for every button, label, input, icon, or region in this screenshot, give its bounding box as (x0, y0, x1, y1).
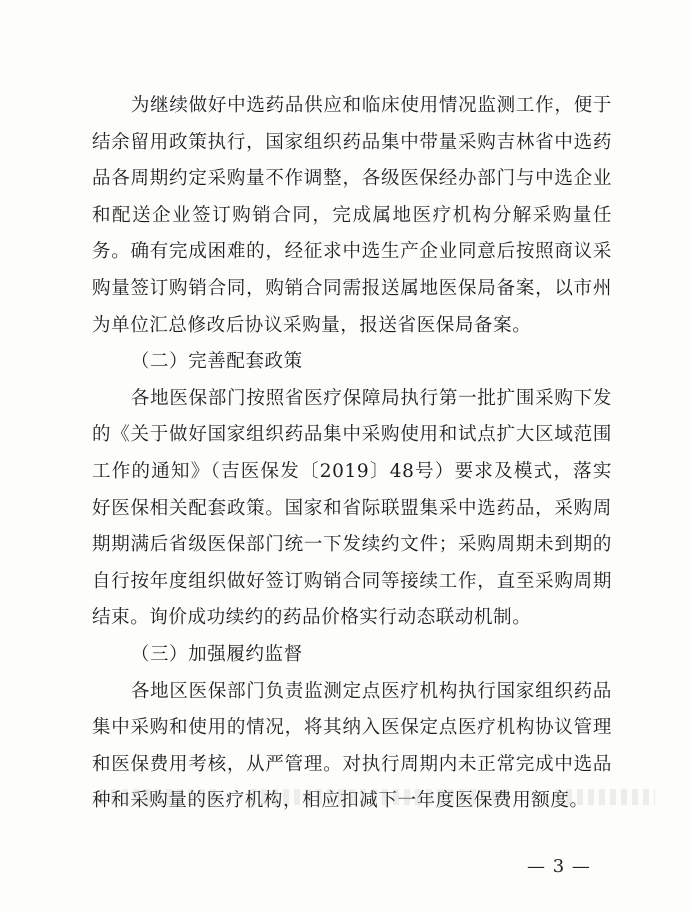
section-heading-2: （二）完善配套政策 (130, 351, 303, 373)
section-heading-3: （三）加强履约监督 (130, 643, 303, 665)
bleed-through-mark (100, 789, 220, 805)
page-number: — 3 — (527, 856, 591, 877)
section-body-3: 各地区医保部门负责监测定点医疗机构执行国家组织药品集中采购和使用的情况，将其纳入医保定点医疗机构协议管理和医保费用考核，从严管理。对执行周期内未正常完成中选品种和采购量的医疗机构，相应扣减下一年度医保费用额度。 (92, 680, 612, 812)
intro-paragraph: 为继续做好中选药品供应和临床使用情况监测工作，便于结余留用政策执行，国家组织药品集中带量采购吉林省中选药品各周期约定采购量不作调整，各级医保经办部门与中选企业和配送企业签订购销合同，完成属地医疗机构分解采购量任务。确有完成困难的，经征求中选生产企业同意后按照商议采购量签订购销合同，购销合同需报送属地医保局备案，以市州为单位汇总修改后协议采购量，报送省医保局备案。 (92, 95, 612, 336)
bleed-through-mark (555, 789, 655, 805)
section-body-2: 各地医保部门按照省医疗保障局执行第一批扩围采购下发的《关于做好国家组织药品集中采购使用和试点扩大区域范围工作的通知》（吉医保发〔2019〕48号）要求及模式，落实好医保相关配套政策。国家和省际联盟集采中选药品，采购周期期满后省级医保部门统一下发续约文件；采购周期未到期的自行按年度组织做好签订购销合同等接续工作，直至采购周期结束。询价成功续约的药品价格实行动态联动机制。 (92, 387, 612, 629)
document-body (92, 88, 612, 820)
bleed-through-mark (250, 789, 510, 805)
